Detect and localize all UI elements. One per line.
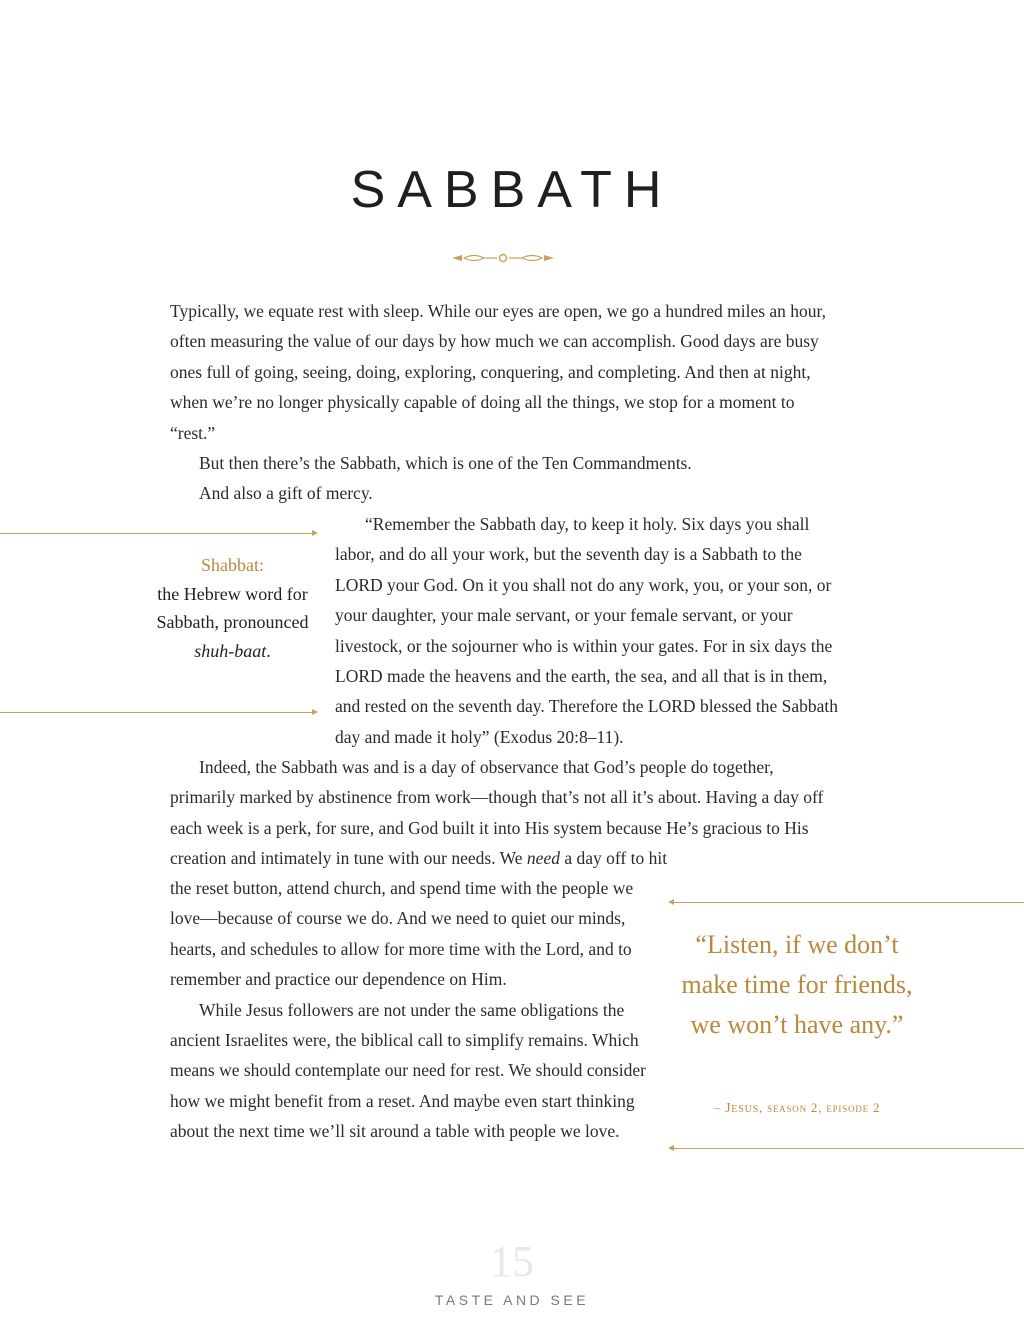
emphasis-text: need (526, 848, 560, 869)
pull-quote-attribution (673, 1100, 921, 1117)
sidebar-note (150, 551, 315, 665)
pullquote-top-rule (674, 902, 1024, 903)
body-text: a day off to hit (559, 848, 668, 869)
intro-paragraph: And also a gift of mercy. (199, 483, 373, 504)
body-section (170, 873, 660, 1147)
note-bottom-rule (0, 712, 312, 713)
attribution-dash: – (713, 1100, 726, 1115)
note-definition: the Hebrew word for Sabbath, pronounced (156, 583, 309, 632)
attribution-name: Jesus (725, 1101, 759, 1116)
body-text: Indeed, the Sabbath was and is a day of observance that God’s people do together, primarily marked by abstinence from work—though that’s not all it’s about. Having a day off each week is a perk, for sure, and God built it into His system because He’s gracious to His creation and intimately in tune with our needs. We (170, 757, 824, 869)
right-arrow-icon (312, 530, 318, 536)
pullquote-bottom-rule (674, 1148, 1024, 1149)
intro-paragraph: Typically, we equate rest with sleep. While our eyes are open, we go a hundred miles an hour, often measuring the value of our days by how much we can accomplish. Good days are busy ones full of going, seeing, doing, exploring, conquering, and completing. And then at night, when we’re no longer physically capable of doing all the things, we stop for a moment to “rest.” (170, 301, 827, 443)
note-period: . (266, 640, 271, 661)
page-title: SABBATH (350, 161, 674, 219)
attribution-source: , season 2, episode 2 (758, 1100, 881, 1115)
right-arrow-icon (312, 709, 318, 715)
body-paragraph: the reset button, attend church, and spend time with the people we love—because of course we do. And we need to quiet our minds, hearts, and schedules to allow for more time with the Lord, and to remember and practice our dependence on Him. (170, 878, 634, 990)
page-number: 15 (490, 1237, 534, 1286)
intro-section (170, 296, 830, 509)
body-paragraph (170, 752, 830, 874)
intro-paragraph: But then there’s the Sabbath, which is one of the Ten Commandments. (199, 453, 692, 474)
note-pronunciation: shuh-baat (194, 640, 267, 661)
body-paragraph: While Jesus followers are not under the same obligations the ancient Israelites were, the biblical call to simplify remains. Which means we should contemplate our need for rest. We should consider how we might benefit from a reset. And maybe even start thinking about the next time we’ll sit around a table with people we love. (170, 999, 646, 1142)
scripture-quote: “Remember the Sabbath day, to keep it holy. Six days you shall labor, and do all your work, but the seventh day is a Sabbath to the LORD your God. On it you shall not do any work, you, or your son, or your daughter, your male servant, or your female servant, or your livestock, or the sojourner who is within your gates. For in six days the LORD made the heavens and the earth, the sea, and all that is in them, and rested on the seventh day. Therefore the LORD blessed the Sabbath day and made it holy” (Exodus 20:8–11). (335, 514, 838, 747)
note-top-rule (0, 533, 312, 534)
divider-ornament-icon (450, 250, 556, 266)
pull-quote: “Listen, if we don’t make time for friends, we won’t have any.” (681, 930, 913, 1039)
book-title: TASTE AND SEE (434, 1292, 590, 1308)
note-term: Shabbat: (201, 555, 264, 575)
